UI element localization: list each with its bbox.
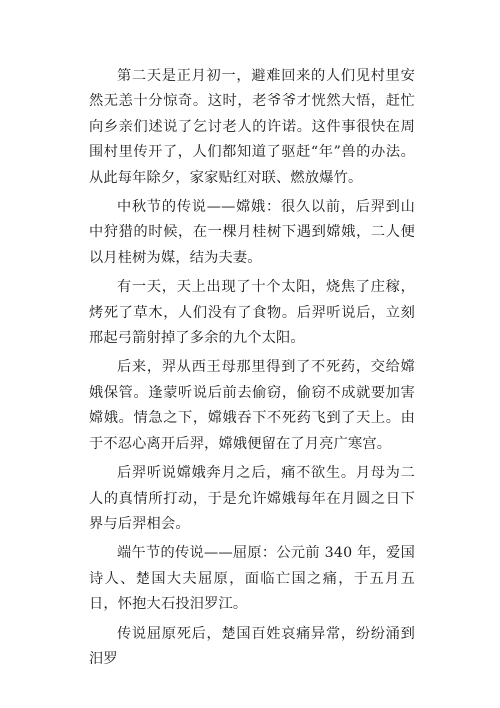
paragraph-qu-yuan-legend: 传说屈原死后，楚国百姓哀痛异常，纷纷涌到汨罗 [89,625,415,667]
document-body [89,64,415,676]
paragraph-dragon-boat-intro: 端午节的传说——屈原：公元前 340 年，爱国诗人、楚国大夫屈原，面临亡国之痛，于五月五日，怀抱大石投汨罗江。 [89,545,415,613]
paragraph-ten-suns: 有一天，天上出现了十个太阳，烧焦了庄稼，烤死了草木，人们没有了食物。后羿听说后，立刻邢起弓箭射掉了多余的九个太阳。 [89,279,415,347]
paragraph-reunion: 后羿听说嫦娥奔月之后，痛不欲生。月母为二人的真情所打动，于是允许嫦娥每年在月圆之日下界与后羿相会。 [89,465,415,532]
paragraph-mid-autumn-intro: 中秋节的传说——嫦娥：很久以前，后羿到山中狩猎的时候，在一棵月桂树下遇到嫦娥，二人便以月桂树为媒，结为夫妻。 [89,199,415,266]
paragraph-elixir: 后来，羿从西王母那里得到了不死药，交给嫦娥保管。逢蒙听说后前去偷窃，偷窃不成就要加害嫦娥。情急之下，嫦娥吞下不死药飞到了天上。由于不忍心离开后羿，嫦娥便留在了月亮广寒宫。 [89,359,415,452]
paragraph-new-year-ending: 第二天是正月初一，避难回来的人们见村里安然无恙十分惊奇。这时，老爷爷才恍然大悟，赶忙向乡亲们述说了乞讨老人的许诺。这件事很快在周围村里传开了，人们都知道了驱赶“年”兽的办法。从此每年除夕，家家贴红对联、燃放爆竹。 [89,68,415,186]
